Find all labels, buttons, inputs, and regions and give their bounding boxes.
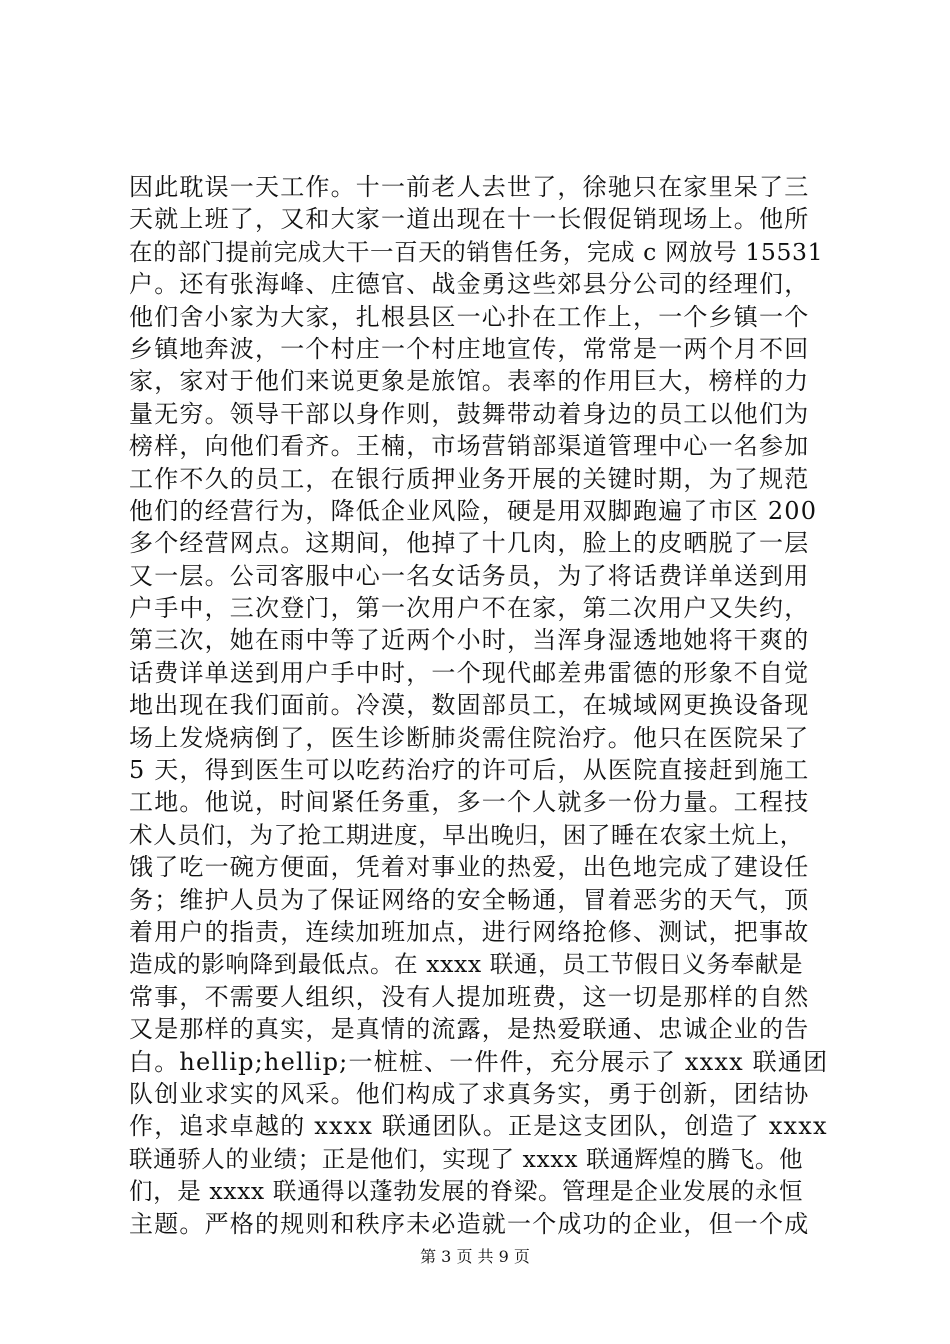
text-line: 5 天，得到医生可以吃药治疗的许可后，从医院直接赶到施工: [129, 756, 810, 785]
text-line: 他们舍小家为大家，扎根县区一心扑在工作上，一个乡镇一个: [129, 302, 810, 331]
text-line: 联通骄人的业绩；正是他们，实现了 xxxx 联通辉煌的腾飞。他: [129, 1144, 804, 1173]
text-line: 饿了吃一碗方便面，凭着对事业的热爱，出色地完成了建设任: [129, 853, 810, 882]
text-line: 家，家对于他们来说更象是旅馆。表率的作用巨大，榜样的力: [129, 367, 810, 396]
page-footer: [0, 1244, 950, 1267]
text-line: 量无穷。领导干部以身作则，鼓舞带动着身边的员工以他们为: [129, 399, 810, 428]
text-line: 又一层。公司客服中心一名女话务员，为了将话费详单送到用: [129, 561, 810, 590]
text-line: 白。hellip;hellip;一桩桩、一件件，充分展示了 xxxx 联通团: [129, 1047, 829, 1076]
text-line: 乡镇地奔波，一个村庄一个村庄地宣传，常常是一两个月不回: [129, 334, 810, 363]
text-line: 工地。他说，时间紧任务重，多一个人就多一份力量。工程技: [129, 788, 810, 817]
text-line: 队创业求实的风采。他们构成了求真务实，勇于创新，团结协: [129, 1079, 810, 1108]
text-line: 术人员们，为了抢工期进度，早出晚归，困了睡在农家土炕上，: [129, 820, 804, 849]
text-line: 户手中，三次登门，第一次用户不在家，第二次用户又失约，: [129, 594, 810, 623]
text-line: 常事，不需要人组织，没有人提加班费，这一切是那样的自然: [129, 982, 810, 1011]
page-number: 第 3 页 共 9 页: [420, 1247, 530, 1266]
text-line: 在的部门提前完成大干一百天的销售任务，完成 c 网放号 15531: [129, 237, 824, 266]
text-line: 工作不久的员工，在银行质押业务开展的关键时期，为了规范: [129, 464, 810, 493]
text-line: 作，追求卓越的 xxxx 联通团队。正是这支团队，创造了 xxxx: [129, 1112, 828, 1141]
text-line: 主题。严格的规则和秩序未必造就一个成功的企业，但一个成: [129, 1209, 810, 1238]
text-line: 话费详单送到用户手中时，一个现代邮差弗雷德的形象不自觉: [129, 658, 810, 687]
text-line: 务；维护人员为了保证网络的安全畅通，冒着恶劣的天气，顶: [129, 885, 810, 914]
text-line: 们，是 xxxx 联通得以蓬勃发展的脊梁。管理是企业发展的永恒: [129, 1177, 804, 1206]
text-line: 他们的经营行为，降低企业风险，硬是用双脚跑遍了市区 200: [129, 496, 818, 525]
text-line: 着用户的指责，连续加班加点，进行网络抢修、测试，把事故: [129, 917, 810, 946]
text-line: 造成的影响降到最低点。在 xxxx 联通，员工节假日义务奉献是: [129, 950, 804, 979]
text-line: 地出现在我们面前。冷漠，数固部员工，在城域网更换设备现: [129, 691, 810, 720]
text-line: 因此耽误一天工作。十一前老人去世了，徐驰只在家里呆了三: [129, 173, 810, 201]
text-line: 户。还有张海峰、庄德官、战金勇这些郊县分公司的经理们，: [129, 270, 810, 299]
body-text: [129, 171, 829, 1240]
text-line: 又是那样的真实，是真情的流露，是热爱联通、忠诚企业的告: [129, 1015, 810, 1044]
text-line: 多个经营网点。这期间，他掉了十几肉，脸上的皮晒脱了一层: [129, 529, 810, 558]
text-line: 第三次，她在雨中等了近两个小时，当浑身湿透地她将干爽的: [129, 626, 810, 655]
text-line: 榜样，向他们看齐。王楠，市场营销部渠道管理中心一名参加: [129, 432, 810, 461]
text-line: 天就上班了，又和大家一道出现在十一长假促销现场上。他所: [129, 205, 810, 234]
text-line: 场上发烧病倒了，医生诊断肺炎需住院治疗。他只在医院呆了: [129, 723, 810, 752]
